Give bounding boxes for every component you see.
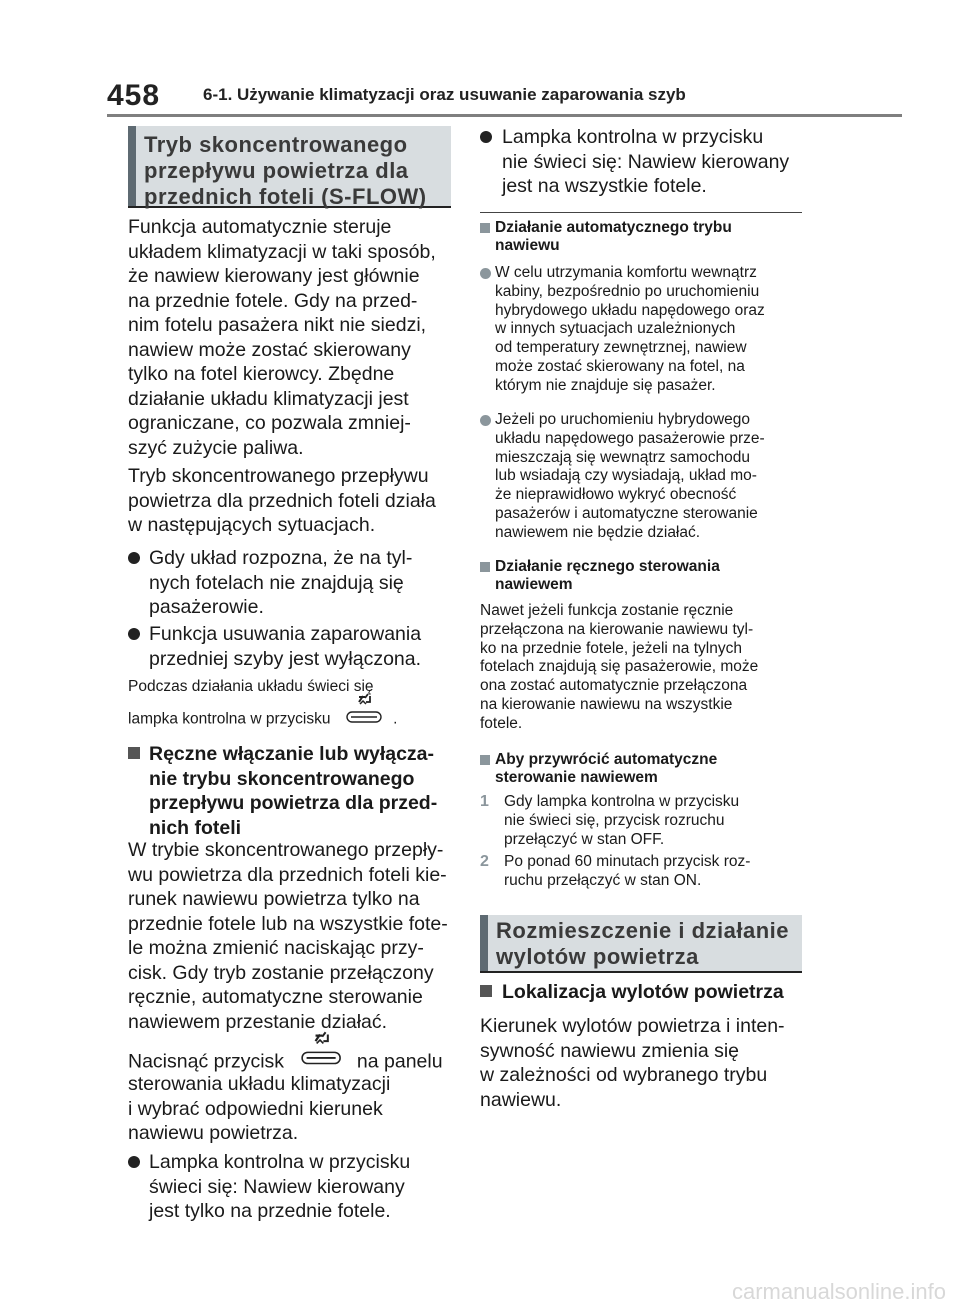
text-line: pasażerów i automatyczne sterowanie bbox=[495, 504, 758, 522]
text-line: pasażerowie. bbox=[149, 596, 264, 618]
text-line: Po ponad 60 minutach przycisk roz- bbox=[504, 853, 751, 870]
text-line: ograniczane, co pozwala zmniej- bbox=[128, 412, 411, 434]
text-line: Nawet jeżeli funkcja zostanie ręcznie bbox=[480, 602, 734, 619]
text-line: sterowania układu klimatyzacji bbox=[128, 1073, 391, 1095]
text-line: cisk. Gdy tryb zostanie przełączony bbox=[128, 961, 434, 984]
bullet-dot-icon bbox=[128, 628, 140, 640]
text-line: przełączyć w stan OFF. bbox=[504, 830, 665, 848]
outlets-heading bbox=[480, 980, 802, 1004]
text-line: nawiewu bbox=[495, 237, 560, 254]
step-number: 2 bbox=[480, 853, 489, 870]
text-line: nawiewem bbox=[495, 576, 573, 593]
section-title-line: wylotów powietrza bbox=[496, 944, 699, 969]
text-line: W trybie skoncentrowanego przepły- bbox=[128, 839, 444, 861]
text-line: którym nie znajduje się pasażer. bbox=[495, 376, 716, 394]
text-line: Funkcja usuwania zaparowania bbox=[149, 623, 422, 645]
text-line: od temperatury zewnętrznej, nawiew bbox=[495, 339, 747, 357]
bullet-item bbox=[128, 622, 448, 671]
text-line: ruchu przełączyć w stan ON. bbox=[504, 871, 702, 889]
text-line: i wybrać odpowiedni kierunek bbox=[128, 1097, 383, 1120]
text-line: hybrydowego układu napędowego oraz bbox=[495, 301, 765, 319]
text-line: sywność nawiewu zmienia się bbox=[480, 1039, 740, 1062]
text-line: że nawiew kierowany jest głównie bbox=[128, 265, 420, 287]
step-1 bbox=[480, 793, 802, 849]
running-title: 6-1. Używanie klimatyzacji oraz usuwanie zaparowania szyb bbox=[203, 85, 686, 104]
text-line: le można zmienić naciskając przy- bbox=[128, 937, 424, 959]
sub-heading bbox=[128, 742, 458, 840]
s-flow-button-icon bbox=[295, 1030, 345, 1075]
text-line: jest tylko na przednie fotele. bbox=[149, 1200, 391, 1222]
note-line: Podczas działania układu świeci się bbox=[128, 678, 374, 695]
section-title-line: przednich foteli (S-FLOW) bbox=[144, 184, 427, 209]
text-line: Działanie ręcznego sterowania bbox=[495, 558, 720, 575]
text-line: Aby przywrócić automatyczne bbox=[495, 751, 718, 768]
text-span: na panelu bbox=[356, 1050, 443, 1073]
text-line: nawiewem przestanie działać. bbox=[128, 1010, 388, 1033]
text-line: jest na wszystkie fotele. bbox=[502, 175, 707, 197]
intro-paragraph bbox=[128, 215, 458, 460]
text-line: układem klimatyzacji w taki sposób, bbox=[128, 240, 436, 263]
text-line: nawiewu. bbox=[480, 1088, 562, 1111]
manual-control-text bbox=[480, 602, 805, 734]
text-line: w innych sytuacjach uzależnionych bbox=[495, 320, 736, 338]
square-bullet-icon bbox=[128, 747, 140, 759]
section-title-box bbox=[128, 126, 451, 208]
text-line: ko na przednie fotele, jeżeli na tylnych bbox=[480, 639, 742, 657]
s-flow-button-icon bbox=[341, 692, 385, 731]
text-line: nich foteli bbox=[149, 816, 242, 839]
note-text: lampka kontrolna w przycisku bbox=[128, 710, 331, 728]
text-line: Gdy układ rozpozna, że na tyl- bbox=[149, 547, 413, 569]
section-title bbox=[496, 918, 789, 970]
text-line: nie świeci się: Nawiew kierowany bbox=[502, 150, 790, 173]
text-line: świeci się: Nawiew kierowany bbox=[149, 1175, 405, 1198]
outlets-paragraph bbox=[480, 1014, 810, 1112]
text-line: powietrza dla przednich foteli działa bbox=[128, 489, 436, 512]
text-line: Kierunek wylotów powietrza i inten- bbox=[480, 1015, 785, 1037]
text-line: lub wsiadają czy wysiadają, układ mo- bbox=[495, 467, 757, 485]
bullet-dot-icon bbox=[480, 268, 491, 279]
text-line: układu napędowego pasażerowie prze- bbox=[495, 429, 765, 447]
text-line: przełączona na kierowanie nawiewu tyl- bbox=[480, 620, 754, 638]
text-line: nawiew może zostać skierowany bbox=[128, 338, 411, 361]
text-line: Ręczne włączanie lub wyłącza- bbox=[149, 743, 435, 765]
text-line: sterowanie nawiewem bbox=[495, 769, 658, 786]
text-line: przednie fotele lub na wszystkie fote- bbox=[128, 912, 448, 935]
restore-heading bbox=[480, 751, 802, 787]
text-line: Jeżeli po uruchomieniu hybrydowego bbox=[495, 411, 751, 428]
text-line: Funkcja automatycznie steruje bbox=[128, 216, 392, 238]
manual-paragraph bbox=[128, 838, 458, 1034]
manual-control-heading bbox=[480, 558, 802, 594]
text-line: nych fotelach nie znajdują się bbox=[149, 571, 404, 594]
text-line: wu powietrza dla przednich foteli kie- bbox=[128, 863, 447, 886]
text-line: Lampka kontrolna w przycisku bbox=[149, 1151, 411, 1173]
intro2-paragraph bbox=[128, 464, 458, 538]
text-line: kabiny, bezpośrednio po uruchomieniu bbox=[495, 282, 760, 300]
square-bullet-icon bbox=[480, 985, 492, 997]
text-line: przedniej szyby jest wyłączona. bbox=[149, 647, 422, 670]
step-2 bbox=[480, 853, 802, 891]
text-line: nawiewem nie będzie działać. bbox=[495, 523, 701, 541]
bullet-item bbox=[480, 125, 802, 199]
section-title-line: przepływu powietrza dla bbox=[144, 158, 409, 183]
step-number: 1 bbox=[480, 793, 489, 810]
text-line: fotelach znajdują się pasażerowie, może bbox=[480, 658, 759, 676]
section-title bbox=[144, 132, 427, 210]
square-bullet-icon bbox=[480, 223, 490, 233]
text-line: szyć zużycie paliwa. bbox=[128, 436, 304, 459]
text-line: Gdy lampka kontrolna w przycisku bbox=[504, 793, 740, 810]
text-line: nie trybu skoncentrowanego bbox=[149, 767, 415, 790]
note-text-end: . bbox=[393, 710, 398, 728]
bullet-item bbox=[128, 1150, 448, 1224]
text-line: runek nawiewu powietrza tylko na bbox=[128, 888, 420, 910]
bullet-dot-icon bbox=[128, 552, 140, 564]
text-line: może zostać skierowany na fotel, na bbox=[495, 357, 745, 375]
section-accent-bar bbox=[128, 126, 136, 206]
square-bullet-icon bbox=[480, 755, 490, 765]
auto-heading bbox=[480, 219, 802, 255]
text-line: ręcznie, automatyczne sterowanie bbox=[128, 986, 423, 1008]
text-line: przepływu powietrza dla przed- bbox=[149, 792, 438, 814]
auto-bullet bbox=[480, 264, 802, 396]
square-bullet-icon bbox=[480, 562, 490, 572]
text-line: nie świeci się, przycisk rozruchu bbox=[504, 811, 725, 829]
text-line: ona zostać automatycznie przełączona bbox=[480, 677, 748, 695]
note-line-with-icon bbox=[128, 700, 397, 739]
page-number: 458 bbox=[107, 79, 161, 112]
section-title-line: Rozmieszczenie i działanie bbox=[496, 918, 789, 943]
text-span: Nacisnąć przycisk bbox=[128, 1050, 285, 1073]
text-line: na przednie fotele. Gdy na przed- bbox=[128, 289, 418, 312]
section-accent-bar bbox=[480, 915, 488, 971]
text-line: Tryb skoncentrowanego przepływu bbox=[128, 465, 429, 487]
text-line: Lampka kontrolna w przycisku bbox=[502, 126, 764, 148]
text-line: fotele. bbox=[480, 714, 523, 732]
text-line: nawiewu powietrza. bbox=[128, 1122, 299, 1144]
bullet-dot-icon bbox=[480, 131, 492, 143]
section-title-box bbox=[480, 915, 802, 973]
text-line: W celu utrzymania komfortu wewnątrz bbox=[495, 264, 757, 281]
text-line: działanie układu klimatyzacji jest bbox=[128, 387, 409, 410]
text-line: Lokalizacja wylotów powietrza bbox=[502, 981, 784, 1003]
watermark: carmanualsonline.info bbox=[731, 1279, 946, 1304]
press-rest bbox=[128, 1072, 458, 1146]
text-line: na kierowanie nawiewu na wszystkie bbox=[480, 695, 733, 713]
divider bbox=[480, 212, 802, 213]
text-line: Działanie automatycznego trybu bbox=[495, 219, 732, 236]
text-line: w zależności od wybranego trybu bbox=[480, 1064, 768, 1086]
section-title-line: Tryb skoncentrowanego bbox=[144, 132, 408, 157]
text-line: mieszczają się wewnątrz samochodu bbox=[495, 448, 750, 466]
text-line: nim fotelu pasażera nikt nie siedzi, bbox=[128, 314, 427, 336]
bullet-dot-icon bbox=[128, 1156, 140, 1168]
bullet-dot-icon bbox=[480, 415, 491, 426]
text-line: tylko na fotel kierowcy. Zbędne bbox=[128, 363, 395, 385]
bullet-item bbox=[128, 546, 448, 620]
text-line: w następujących sytuacjach. bbox=[128, 514, 376, 536]
auto-bullet bbox=[480, 411, 802, 543]
header-rule bbox=[107, 114, 902, 117]
text-line: że nieprawidłowo wykryć obecność bbox=[495, 486, 737, 504]
